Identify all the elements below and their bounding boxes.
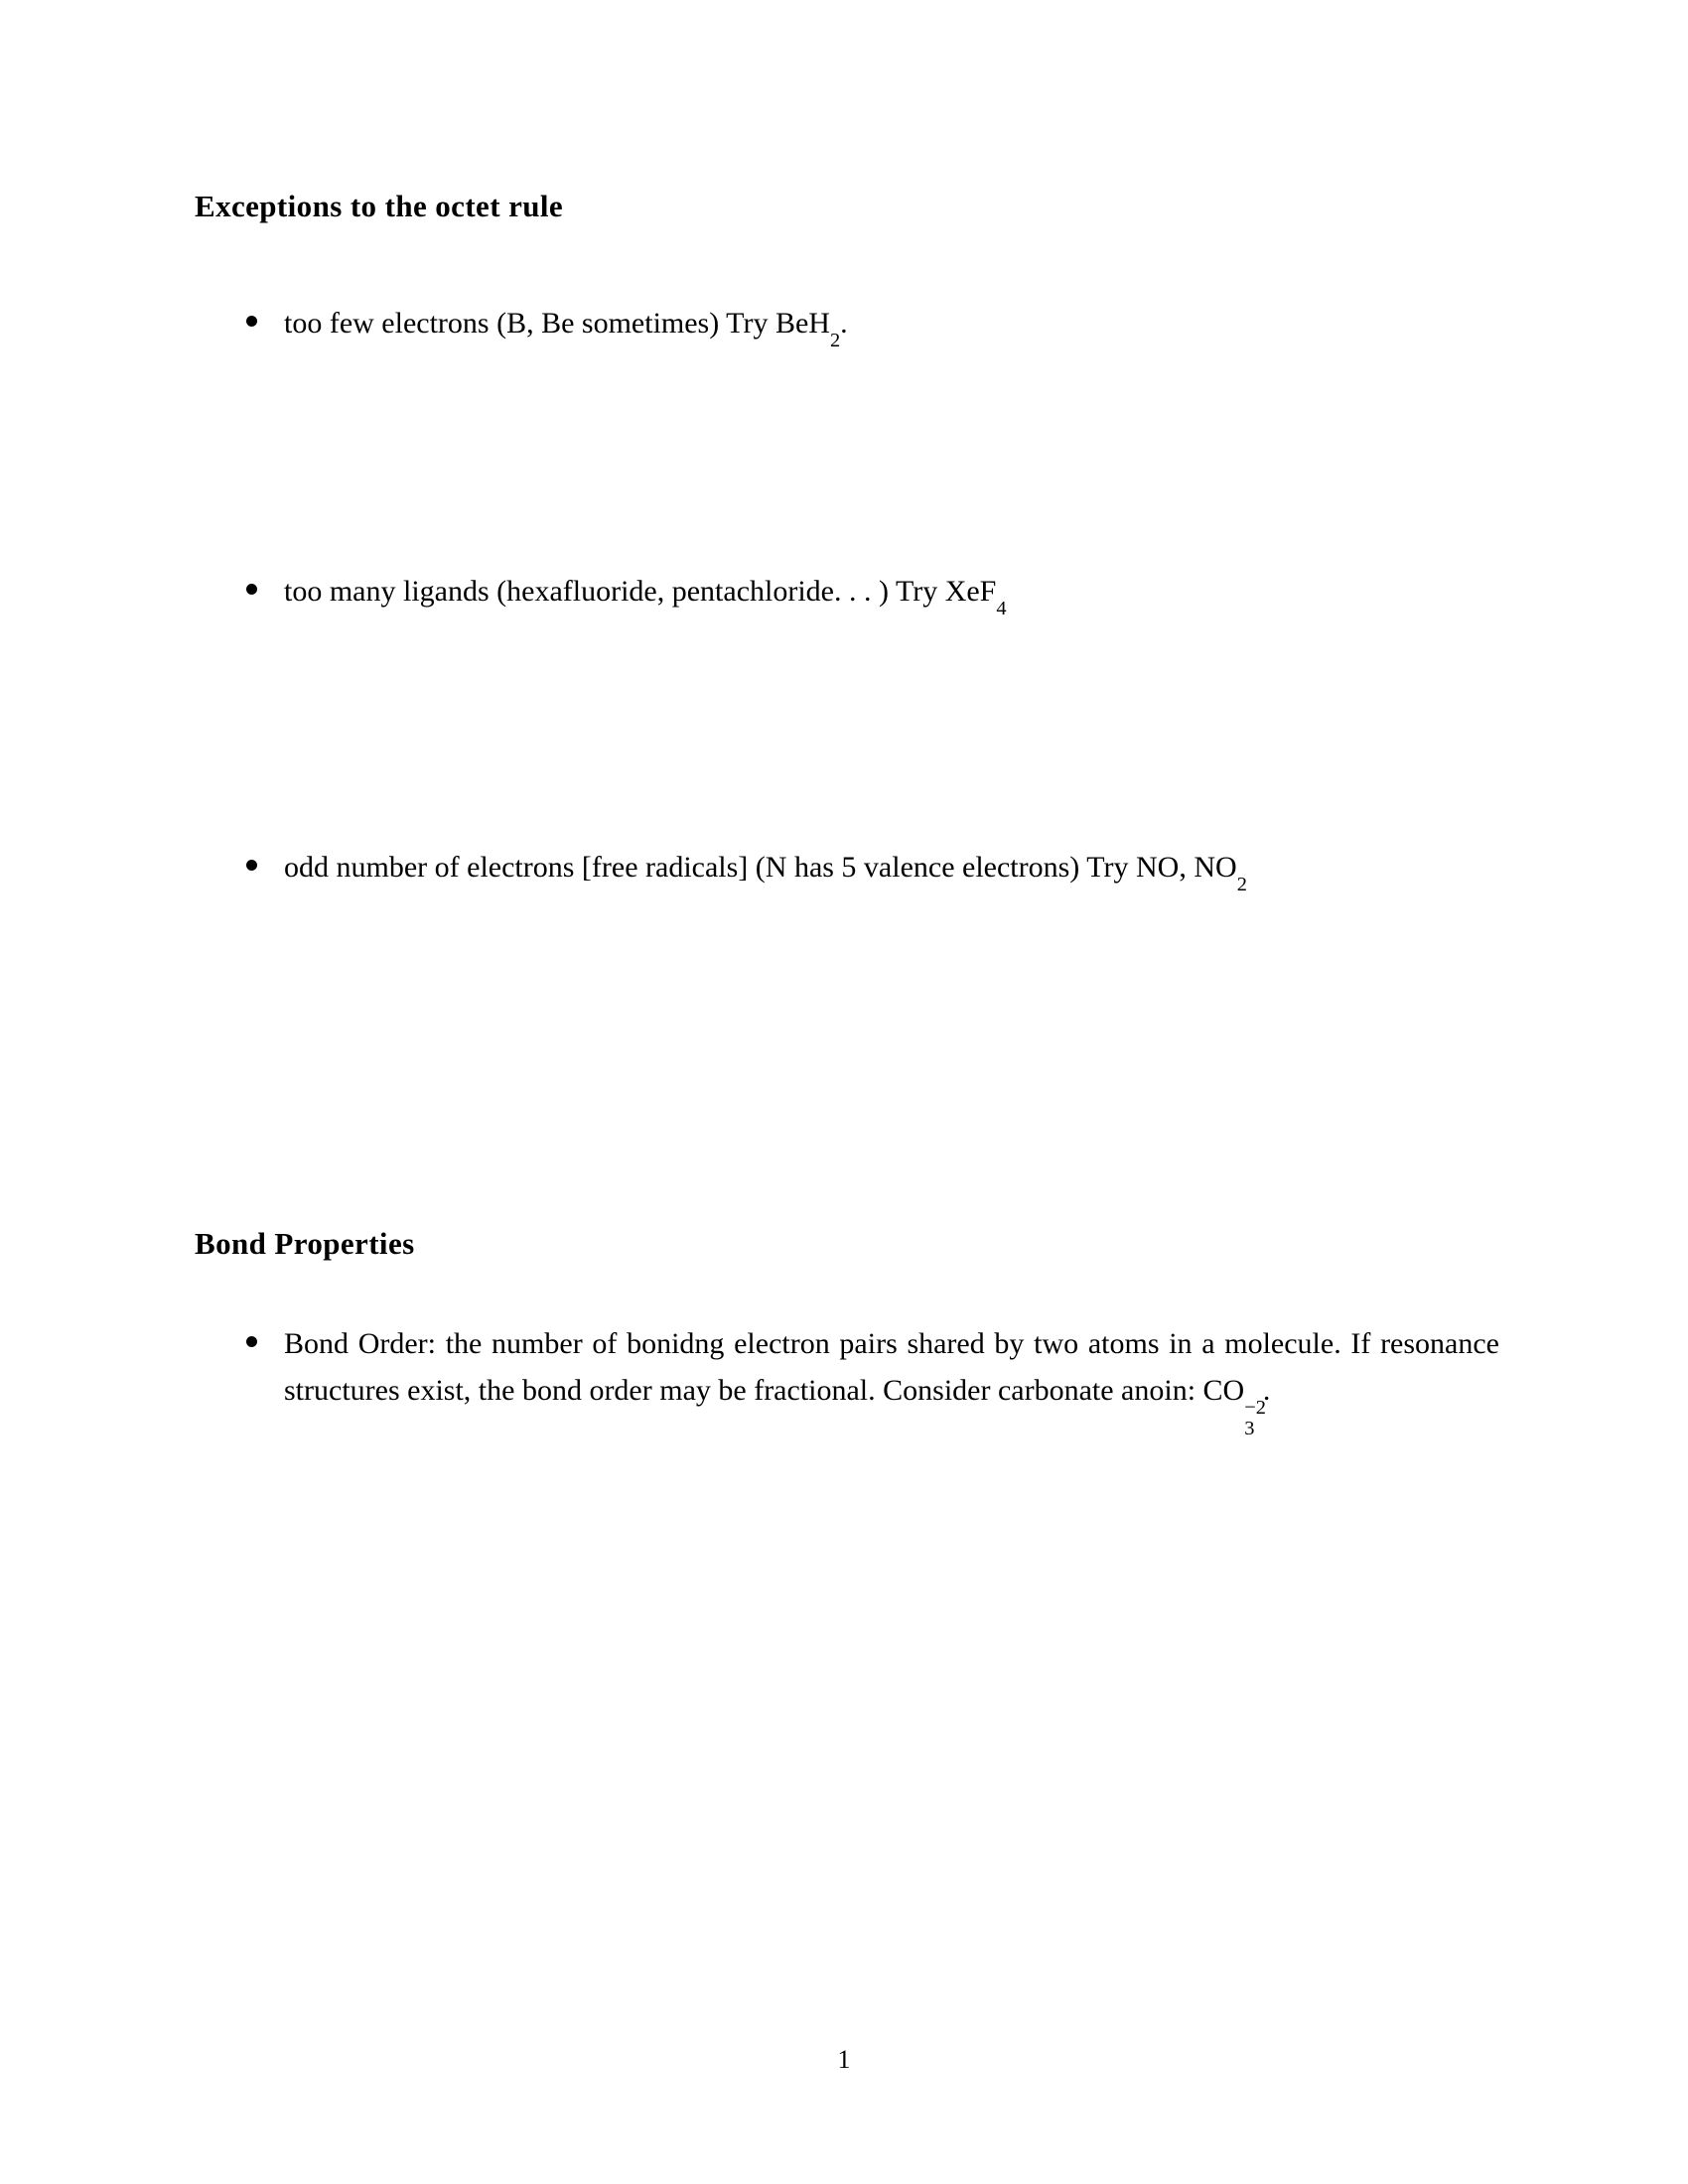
bullet-dot-icon [246, 860, 257, 871]
list-item-odd-number-of-electrons [246, 844, 1499, 895]
subscript-no2: 2 [1236, 873, 1247, 895]
section-heading-octet-rule: Exceptions to the octet rule [195, 189, 564, 223]
bullet-dot-icon [246, 584, 257, 595]
list-item-bond-order [246, 1320, 1499, 1439]
list-item-text [284, 844, 1499, 895]
list-item-text [284, 1320, 1499, 1439]
list-item-too-few-electrons [246, 300, 1468, 351]
subscript-xef4: 4 [996, 597, 1007, 619]
section-heading-bond-properties: Bond Properties [195, 1226, 415, 1261]
list-item-text-main: too many ligands (hexafluoride, pentachloride. . . ) Try XeF [284, 575, 997, 608]
list-item-text-suffix: . [840, 307, 848, 340]
list-item-text-suffix: . [1262, 1374, 1271, 1407]
subscript-beh2: 2 [829, 329, 841, 351]
list-item-text [284, 300, 1468, 351]
list-item-text [284, 568, 1468, 619]
bullet-dot-icon [246, 1336, 257, 1347]
page-number: 1 [837, 2045, 851, 2074]
list-item-text-main: too few electrons (B, Be sometimes) Try BeH [284, 307, 830, 340]
superscript-charge-minus-2: −2 [1244, 1396, 1266, 1419]
bullet-dot-icon [246, 316, 257, 327]
list-item-text-main: odd number of electrons [free radicals] (N has 5 valence electrons) Try NO, NO [284, 851, 1237, 884]
list-item-text-main: Bond Order: the number of bonidng electron pairs shared by two atoms in a molecule. If resonance structures exist, the bond order may be fractional. Consider carbonate anoin: CO [284, 1327, 1499, 1407]
list-item-too-many-ligands [246, 568, 1468, 619]
subscript-co3: 3 [1244, 1417, 1255, 1439]
